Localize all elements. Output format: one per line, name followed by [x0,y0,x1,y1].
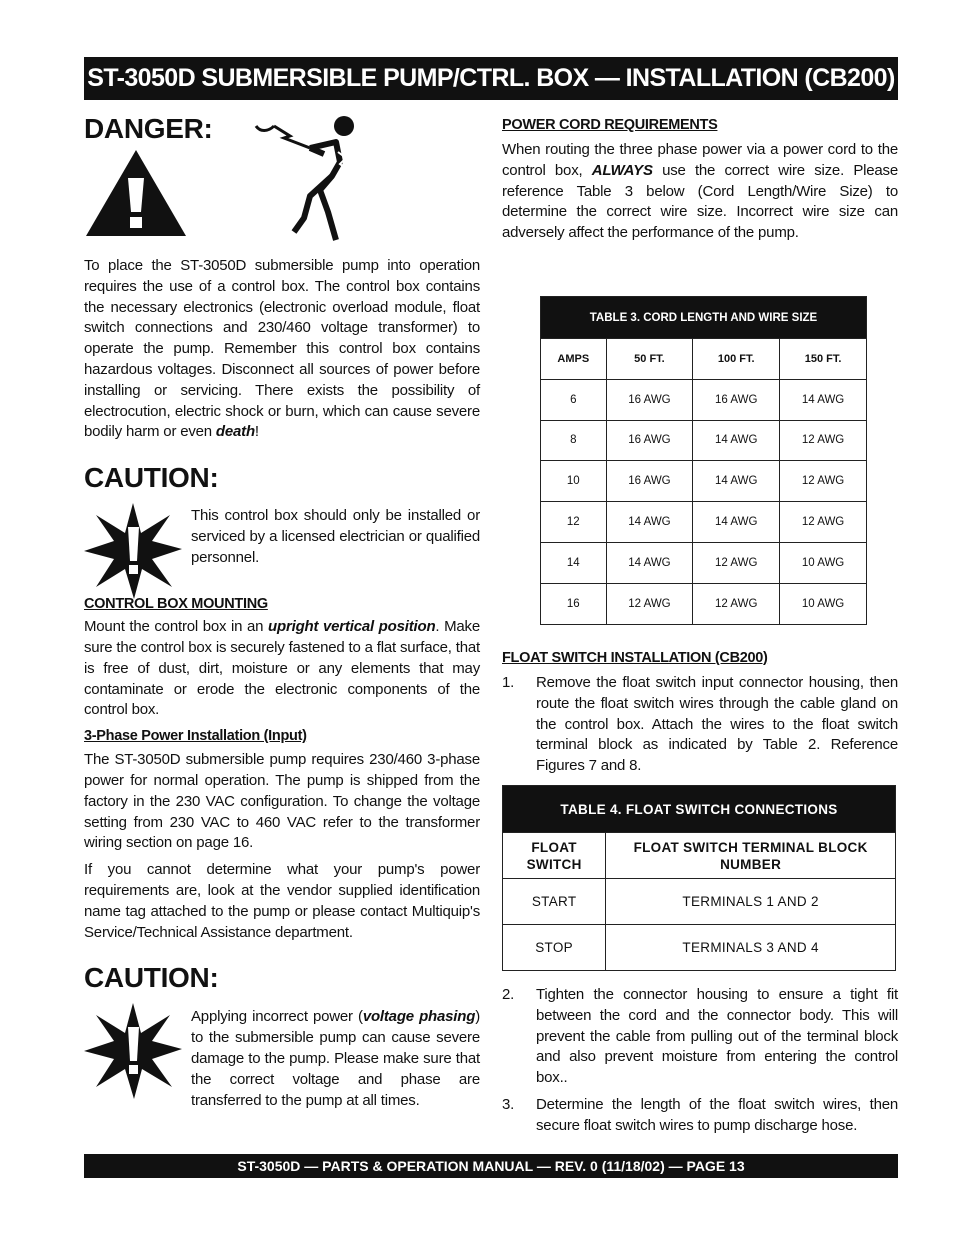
caution-heading-2: CAUTION: [84,962,219,994]
list-item: 2. Tighten the connector housing to ensure a tight fit between the cord and the connector body. This will prevent the cable from pulling out of the terminal block and also prevent moisture from entering the control box.. [502,986,898,1087]
electric-shock-icon [254,114,364,242]
caution-section-1 [84,506,480,596]
table-cell: 6 [541,379,607,420]
danger-section [84,110,480,256]
table3-column-header: 150 FT. [780,339,867,380]
float-section [502,650,898,777]
table-cell: 16 AWG [606,461,693,502]
table-cell: 10 [541,461,607,502]
table-cell: 14 [541,542,607,583]
table-cell: 12 AWG [693,542,780,583]
float-heading: FLOAT SWITCH INSTALLATION (CB200) [502,650,768,666]
danger-paragraph: To place the ST-3050D submersible pump into operation requires the use of a control box. The control box contains the necessary electronics (electronic overload module, float switch connections and 230/460 voltage transformer) to operate the pump. Remember this control box contains hazardous voltages. Disconnect all sources of power before installing or servicing. There exists the possibility of electrocution, electric shock or burn, which can cause severe bodily harm or even death! [84,257,480,441]
table-cell: 14 AWG [693,420,780,461]
table-row [541,583,867,624]
table4-column-header: FLOAT SWITCH [503,833,606,879]
caution-section-2 [84,1007,480,1117]
cord-heading: POWER CORD REQUIREMENTS [502,117,718,133]
mounting-heading: CONTROL BOX MOUNTING [84,596,268,613]
cord-length-table [540,296,867,625]
table-cell: 16 AWG [693,379,780,420]
table-cell: 14 AWG [693,461,780,502]
table4-title: TABLE 4. FLOAT SWITCH CONNECTIONS [503,786,896,833]
caution-burst-icon [84,1003,182,1099]
mounting-paragraph: Mount the control box in an upright vertical position. Make sure the control box is securely fastened to a flat surface, that is free of dust, dirt, moisture or any elements that may contaminate or erode the electronic components of the control box. [84,618,480,719]
phase-heading: 3-Phase Power Installation (Input) [84,728,307,745]
table-cell: TERMINALS 1 AND 2 [606,879,896,925]
list-item: 1. Remove the float switch input connector housing, then route the float switch wires through the cable gland on the control box. Attach the wires to the float switch terminal block as indicated by Table 2. Reference Figures 7 and 8. [502,674,898,775]
float-steps-continued [502,985,898,1137]
page-title: ST-3050D SUBMERSIBLE PUMP/CTRL. BOX — INSTALLATION (CB200) [87,64,895,92]
table-row [541,379,867,420]
float-switch-table [502,785,896,971]
danger-heading: DANGER: [84,113,213,144]
left-column [84,110,480,1117]
caution-heading-1: CAUTION: [84,462,219,494]
table-cell: 12 [541,502,607,543]
table-cell: 16 AWG [606,379,693,420]
phase-paragraph-1: The ST-3050D submersible pump requires 230/460 3-phase power for normal operation. The pump is shipped from the factory in the 230 VAC configuration. To change the voltage setting from 230 VAC to 460 VAC refer to the transformer wiring section on page 16. [84,751,480,852]
page-footer [84,1154,898,1178]
table-cell: START [503,879,606,925]
table-row [503,925,896,971]
table-cell: 10 AWG [780,583,867,624]
caution-text-2: Applying incorrect power (voltage phasing) to the submersible pump can cause severe damage to the pump. Please make sure that the correct voltage and phase are transferred to the pump at all times. [191,1008,480,1109]
table-cell: 12 AWG [780,420,867,461]
warning-triangle-icon [84,148,188,238]
table-cell: TERMINALS 3 AND 4 [606,925,896,971]
table-cell: 14 AWG [606,542,693,583]
phase-paragraph-2: If you cannot determine what your pump's power requirements are, look at the vendor supplied identification name tag attached to the pump or please contact Multiquip's Service/Technical Assistance department. [84,861,480,941]
table-cell: 12 AWG [606,583,693,624]
footer-text: ST-3050D — PARTS & OPERATION MANUAL — REV. 0 (11/18/02) — PAGE 13 [237,1158,745,1174]
table-cell: 12 AWG [780,502,867,543]
caution-text-1: This control box should only be installed or serviced by a licensed electrician or qualified personnel. [191,507,480,566]
table3-column-header: 100 FT. [693,339,780,380]
table3-title: TABLE 3. CORD LENGTH AND WIRE SIZE [541,297,867,339]
table-row [541,420,867,461]
table-cell: 16 [541,583,607,624]
table-cell: 8 [541,420,607,461]
table-cell: 14 AWG [606,502,693,543]
table-cell: 14 AWG [780,379,867,420]
table3-column-header: 50 FT. [606,339,693,380]
right-column [502,110,898,244]
table-row [503,879,896,925]
page-header [84,57,898,100]
table-row [541,461,867,502]
caution-burst-icon [84,503,182,599]
cord-paragraph: When routing the three phase power via a power cord to the control box, ALWAYS use the correct wire size. Please reference Table 3 below (Cord Length/Wire Size) to determine the correct wire size. Incorrect wire size can adversely affect the performance of the pump. [502,141,898,242]
table-cell: 14 AWG [693,502,780,543]
table-cell: 12 AWG [780,461,867,502]
table-cell: 12 AWG [693,583,780,624]
table3-column-header: AMPS [541,339,607,380]
table-row [541,502,867,543]
table4-column-header: FLOAT SWITCH TERMINAL BLOCK NUMBER [606,833,896,879]
table-cell: 10 AWG [780,542,867,583]
table-row [541,542,867,583]
table-cell: STOP [503,925,606,971]
table-cell: 16 AWG [606,420,693,461]
list-item: 3. Determine the length of the float switch wires, then secure float switch wires to pump discharge hose. [502,1095,898,1134]
